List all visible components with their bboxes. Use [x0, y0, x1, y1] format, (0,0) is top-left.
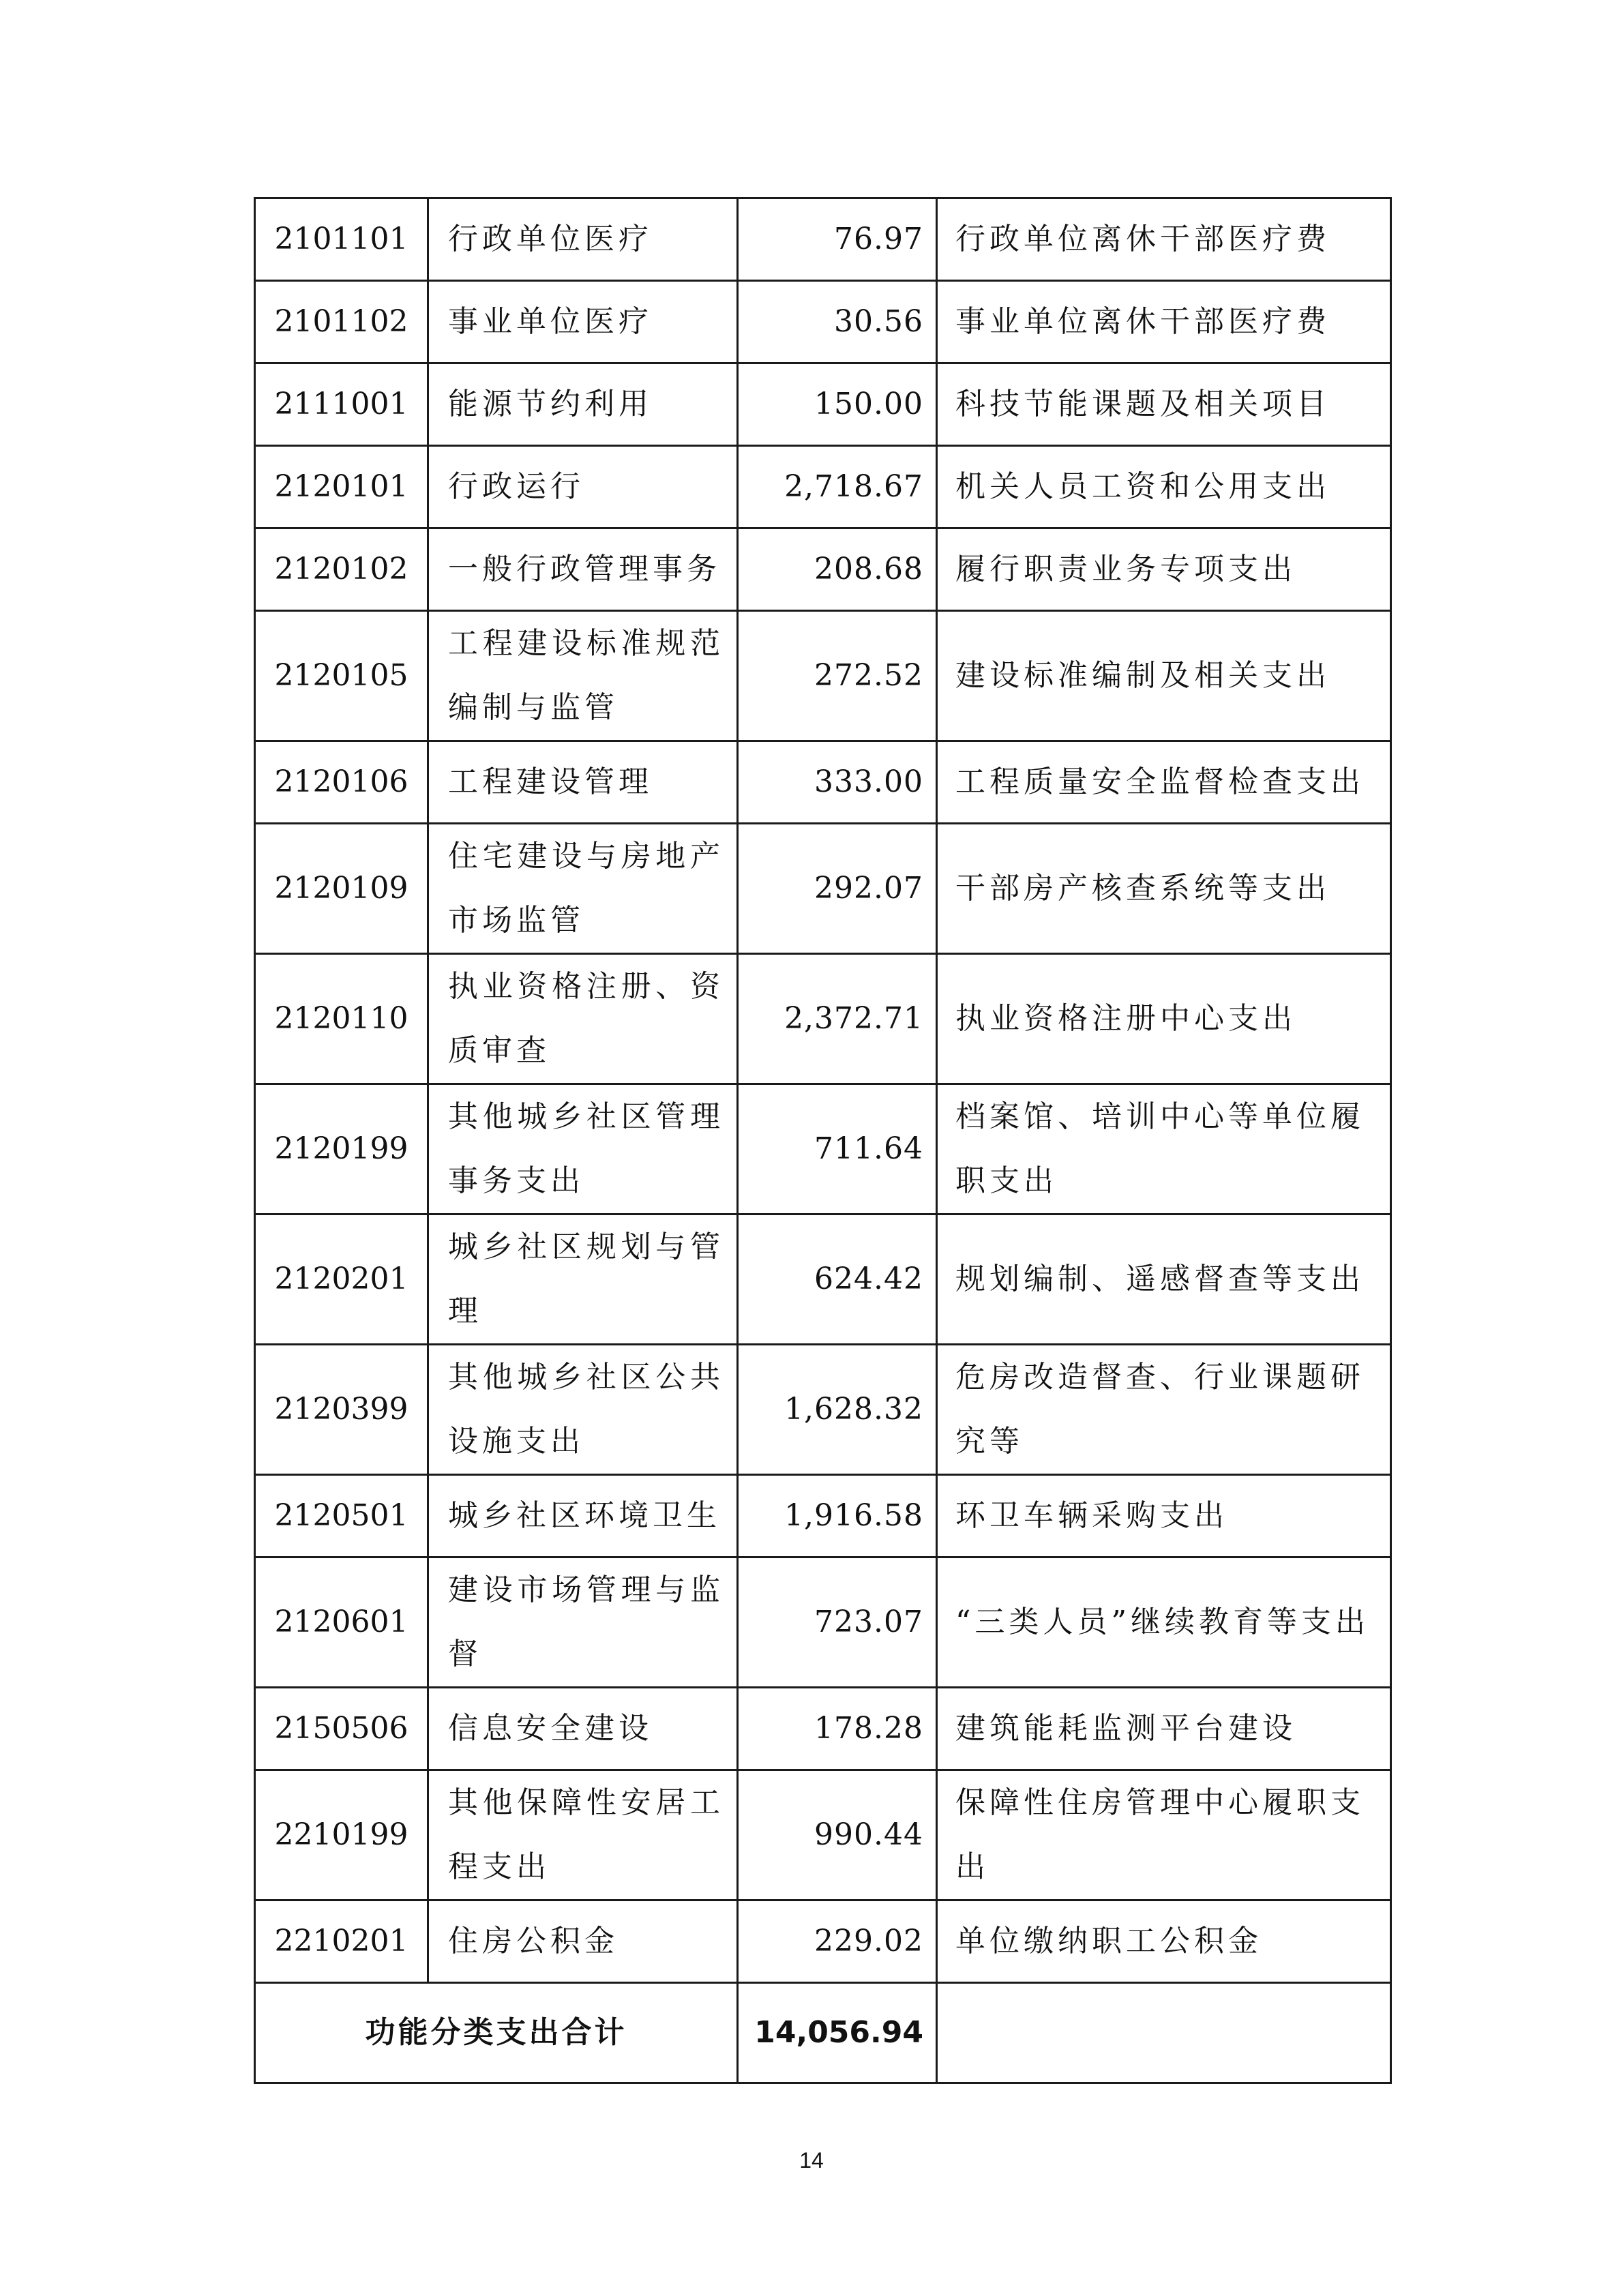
description: 保障性住房管理中心履职支出: [937, 1770, 1391, 1900]
amount: 272.52: [738, 611, 937, 741]
subject-code: 2120109: [255, 824, 428, 954]
table-row: [255, 1557, 1391, 1688]
subject-code: 2120106: [255, 741, 428, 824]
subject-name: 工程建设管理: [428, 741, 738, 824]
subject-name: 一般行政管理事务: [428, 528, 738, 611]
subject-name: 工程建设标准规范编制与监管: [428, 611, 738, 741]
table-row: [255, 824, 1391, 954]
table-row: [255, 281, 1391, 363]
amount: 624.42: [738, 1214, 937, 1345]
table-row: [255, 741, 1391, 824]
description: “三类人员”继续教育等支出: [937, 1557, 1391, 1688]
amount: 229.02: [738, 1900, 937, 1983]
table-row: [255, 198, 1391, 281]
subject-code: 2120601: [255, 1557, 428, 1688]
description: 干部房产核查系统等支出: [937, 824, 1391, 954]
description: 履行职责业务专项支出: [937, 528, 1391, 611]
amount: 76.97: [738, 198, 937, 281]
description: 规划编制、遥感督查等支出: [937, 1214, 1391, 1345]
expenditure-table: [254, 197, 1392, 2084]
subject-code: 2150506: [255, 1688, 428, 1770]
subject-code: 2120101: [255, 446, 428, 528]
amount: 1,628.32: [738, 1345, 937, 1475]
table-row: [255, 1084, 1391, 1214]
description: 环卫车辆采购支出: [937, 1475, 1391, 1557]
subject-name: 其他城乡社区公共设施支出: [428, 1345, 738, 1475]
subject-name: 行政运行: [428, 446, 738, 528]
subject-code: 2120102: [255, 528, 428, 611]
amount: 2,718.67: [738, 446, 937, 528]
subject-code: 2120199: [255, 1084, 428, 1214]
subject-name: 城乡社区环境卫生: [428, 1475, 738, 1557]
subject-code: 2120201: [255, 1214, 428, 1345]
table-row: [255, 528, 1391, 611]
description: 行政单位离休干部医疗费: [937, 198, 1391, 281]
table-row: [255, 1900, 1391, 1983]
total-label: 功能分类支出合计: [255, 1983, 738, 2083]
total-amount: 14,056.94: [738, 1983, 937, 2083]
table-row: [255, 1214, 1391, 1345]
description: 档案馆、培训中心等单位履职支出: [937, 1084, 1391, 1214]
subject-name: 执业资格注册、资质审查: [428, 954, 738, 1084]
total-row: [255, 1983, 1391, 2083]
subject-code: 2120105: [255, 611, 428, 741]
subject-code: 2101102: [255, 281, 428, 363]
table-row: [255, 1475, 1391, 1557]
subject-name: 事业单位医疗: [428, 281, 738, 363]
table-row: [255, 446, 1391, 528]
subject-code: 2120501: [255, 1475, 428, 1557]
subject-code: 2210199: [255, 1770, 428, 1900]
subject-name: 其他城乡社区管理事务支出: [428, 1084, 738, 1214]
subject-name: 其他保障性安居工程支出: [428, 1770, 738, 1900]
amount: 2,372.71: [738, 954, 937, 1084]
description: 科技节能课题及相关项目: [937, 363, 1391, 446]
description: 工程质量安全监督检查支出: [937, 741, 1391, 824]
table-row: [255, 1770, 1391, 1900]
subject-code: 2120399: [255, 1345, 428, 1475]
subject-name: 住宅建设与房地产市场监管: [428, 824, 738, 954]
total-description: [937, 1983, 1391, 2083]
subject-name: 行政单位医疗: [428, 198, 738, 281]
description: 建筑能耗监测平台建设: [937, 1688, 1391, 1770]
subject-code: 2101101: [255, 198, 428, 281]
amount: 292.07: [738, 824, 937, 954]
description: 危房改造督查、行业课题研究等: [937, 1345, 1391, 1475]
description: 机关人员工资和公用支出: [937, 446, 1391, 528]
amount: 723.07: [738, 1557, 937, 1688]
subject-code: 2111001: [255, 363, 428, 446]
subject-name: 能源节约利用: [428, 363, 738, 446]
subject-name: 建设市场管理与监督: [428, 1557, 738, 1688]
table-row: [255, 1345, 1391, 1475]
description: 事业单位离休干部医疗费: [937, 281, 1391, 363]
amount: 990.44: [738, 1770, 937, 1900]
subject-name: 住房公积金: [428, 1900, 738, 1983]
subject-code: 2120110: [255, 954, 428, 1084]
amount: 711.64: [738, 1084, 937, 1214]
table-row: [255, 954, 1391, 1084]
description: 执业资格注册中心支出: [937, 954, 1391, 1084]
amount: 1,916.58: [738, 1475, 937, 1557]
table-row: [255, 1688, 1391, 1770]
amount: 208.68: [738, 528, 937, 611]
amount: 333.00: [738, 741, 937, 824]
amount: 178.28: [738, 1688, 937, 1770]
table-row: [255, 363, 1391, 446]
subject-name: 城乡社区规划与管理: [428, 1214, 738, 1345]
description: 单位缴纳职工公积金: [937, 1900, 1391, 1983]
page-number: 14: [799, 2148, 824, 2173]
amount: 30.56: [738, 281, 937, 363]
table-row: [255, 611, 1391, 741]
subject-code: 2210201: [255, 1900, 428, 1983]
description: 建设标准编制及相关支出: [937, 611, 1391, 741]
amount: 150.00: [738, 363, 937, 446]
subject-name: 信息安全建设: [428, 1688, 738, 1770]
